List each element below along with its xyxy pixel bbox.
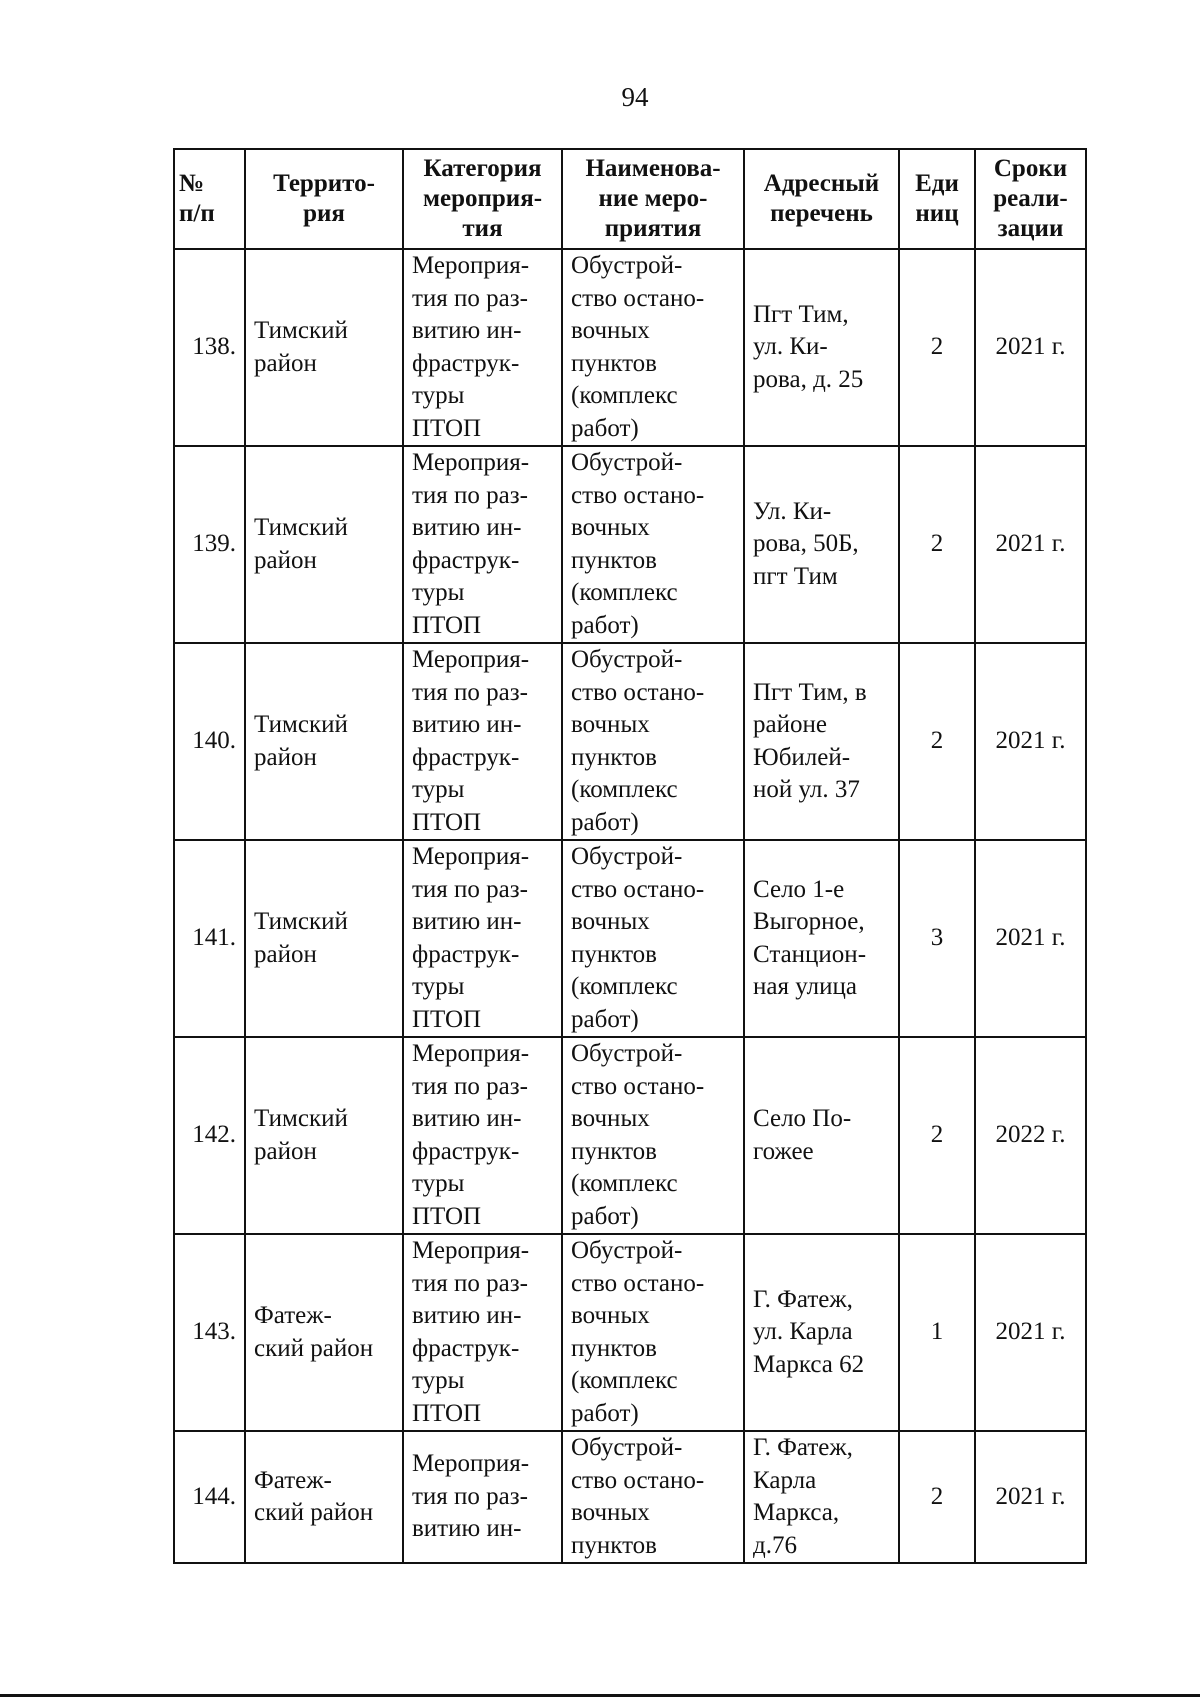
cell-line: вочных: [571, 908, 650, 935]
cell-category: [403, 840, 562, 1037]
cell-line: фраструк-: [412, 940, 520, 968]
cell-name: [562, 1037, 744, 1234]
cell-line: тия по раз-: [412, 678, 528, 706]
cell-line: работ): [571, 1005, 639, 1033]
cell-line: Тимский: [254, 908, 348, 935]
cell-line: (комплекс: [571, 1367, 678, 1394]
cell-line: витию ин-: [412, 711, 522, 738]
cell-category: [403, 249, 562, 446]
cell-line: вочных: [571, 1105, 650, 1132]
cell-line: ул. Карла: [753, 1318, 853, 1346]
header-line: ниц: [915, 200, 959, 227]
header-address: [744, 149, 899, 249]
cell-line: Обустрой-: [571, 449, 683, 476]
cell-line: Мероприя-: [412, 449, 530, 476]
cell-line: Обустрой-: [571, 843, 683, 870]
cell-line: ПТОП: [412, 808, 482, 836]
cell-line: туры: [412, 1367, 465, 1394]
header-line: ние меро-: [598, 185, 708, 212]
cell-line: район: [254, 546, 317, 574]
page-number: 94: [621, 82, 649, 112]
table-row: [174, 249, 1086, 446]
cell-line: тия по раз-: [412, 481, 528, 509]
cell-line: Фатеж-: [254, 1466, 332, 1494]
cell-line: Мероприя-: [412, 252, 530, 279]
cell-line: ство остано-: [571, 875, 705, 903]
table-body: [174, 249, 1086, 1563]
header-name: [562, 149, 744, 249]
cell-address: [744, 1037, 899, 1234]
cell-line: тия по раз-: [412, 284, 528, 312]
cell-line: тия по раз-: [412, 1482, 528, 1510]
cell-line: ство остано-: [571, 1072, 705, 1100]
cell-line: вочных: [571, 1499, 650, 1526]
cell-line: витию ин-: [412, 1515, 522, 1543]
cell-address: [744, 249, 899, 446]
cell-line: Село 1-е: [753, 875, 845, 903]
header-category: [403, 149, 562, 249]
cell-line: тия по раз-: [412, 1269, 528, 1297]
cell-line: Мероприя-: [412, 1450, 530, 1478]
cell-name: [562, 446, 744, 643]
cell-line: ная улица: [753, 973, 857, 1000]
cell-line: ство остано-: [571, 284, 705, 312]
cell-line: фраструк-: [412, 546, 520, 574]
cell-category: [403, 643, 562, 840]
cell-line: ство остано-: [571, 678, 705, 706]
cell-line: Мероприя-: [412, 1237, 530, 1264]
cell-term: 2021 г.: [975, 446, 1086, 643]
cell-name: [562, 1431, 744, 1563]
header-line: рия: [303, 200, 345, 227]
cell-line: вочных: [571, 1302, 650, 1329]
cell-line: Пгт Тим, в: [753, 678, 867, 706]
cell-line: пунктов: [571, 940, 657, 968]
cell-line: Пгт Тим,: [753, 300, 849, 328]
cell-category: [403, 446, 562, 643]
cell-category: [403, 1037, 562, 1234]
cell-line: вочных: [571, 711, 650, 738]
header-line: тия: [462, 215, 503, 242]
cell-address: [744, 1234, 899, 1431]
cell-units: 2: [899, 1037, 975, 1234]
cell-line: пунктов: [571, 546, 657, 574]
cell-line: ский район: [254, 1499, 374, 1526]
cell-line: Фатеж-: [254, 1302, 332, 1329]
cell-line: Обустрой-: [571, 1237, 683, 1264]
cell-term: 2021 г.: [975, 1234, 1086, 1431]
cell-line: район: [254, 1137, 317, 1165]
cell-line: туры: [412, 1170, 465, 1197]
table-row: [174, 840, 1086, 1037]
cell-name: [562, 643, 744, 840]
cell-line: вочных: [571, 514, 650, 541]
header-row: [174, 149, 1086, 249]
cell-line: Обустрой-: [571, 252, 683, 279]
cell-line: витию ин-: [412, 514, 522, 541]
cell-line: Мероприя-: [412, 843, 530, 870]
cell-line: Тимский: [254, 514, 348, 541]
cell-address: [744, 446, 899, 643]
cell-line: Обустрой-: [571, 1434, 683, 1461]
cell-line: Мероприя-: [412, 1040, 530, 1067]
cell-line: ство остано-: [571, 1466, 705, 1494]
header-line: Террито-: [273, 170, 375, 197]
cell-line: (комплекс: [571, 579, 678, 606]
header-line: Адресный: [763, 170, 880, 197]
cell-line: работ): [571, 808, 639, 836]
cell-line: рова, 50Б,: [753, 530, 859, 558]
cell-term: 2022 г.: [975, 1037, 1086, 1234]
cell-line: район: [254, 743, 317, 771]
cell-line: (комплекс: [571, 1170, 678, 1197]
cell-line: туры: [412, 973, 465, 1000]
header-territory: [245, 149, 403, 249]
table-row: [174, 1234, 1086, 1431]
cell-line: Карла: [753, 1466, 817, 1494]
cell-units: 2: [899, 643, 975, 840]
cell-line: фраструк-: [412, 349, 520, 377]
cell-units: 2: [899, 1431, 975, 1563]
table-header: [174, 149, 1086, 249]
cell-line: туры: [412, 382, 465, 409]
cell-line: Г. Фатеж,: [753, 1285, 853, 1313]
header-line: №: [179, 170, 205, 197]
cell-line: Маркса,: [753, 1499, 840, 1526]
cell-line: ул. Ки-: [753, 333, 828, 361]
cell-line: д.76: [753, 1531, 797, 1559]
cell-line: район: [254, 940, 317, 968]
cell-territory: [245, 1037, 403, 1234]
cell-line: (комплекс: [571, 973, 678, 1000]
cell-line: пунктов: [571, 743, 657, 771]
cell-line: ПТОП: [412, 1399, 482, 1427]
table-row: [174, 1431, 1086, 1563]
cell-units: 1: [899, 1234, 975, 1431]
cell-name: [562, 1234, 744, 1431]
cell-term: 2021 г.: [975, 249, 1086, 446]
cell-line: пунктов: [571, 349, 657, 377]
cell-line: Тимский: [254, 317, 348, 344]
cell-units: 2: [899, 446, 975, 643]
cell-line: рова, д. 25: [753, 365, 864, 393]
table-row: [174, 643, 1086, 840]
cell-line: Юбилей-: [753, 743, 851, 771]
cell-line: Обустрой-: [571, 646, 683, 673]
cell-num: 141.: [174, 840, 245, 1037]
activities-table: [173, 148, 1087, 1564]
cell-name: [562, 249, 744, 446]
cell-line: Г. Фатеж,: [753, 1434, 853, 1461]
header-term: [975, 149, 1086, 249]
cell-num: 140.: [174, 643, 245, 840]
header-line: зации: [997, 215, 1064, 242]
cell-line: работ): [571, 1399, 639, 1427]
cell-line: пунктов: [571, 1334, 657, 1362]
cell-territory: [245, 1431, 403, 1563]
cell-address: [744, 840, 899, 1037]
cell-line: работ): [571, 611, 639, 639]
cell-line: (комплекс: [571, 382, 678, 409]
header-units: [899, 149, 975, 249]
cell-line: пунктов: [571, 1531, 657, 1559]
table-row: [174, 446, 1086, 643]
cell-address: [744, 1431, 899, 1563]
cell-line: витию ин-: [412, 317, 522, 344]
cell-category: [403, 1431, 562, 1563]
cell-num: 138.: [174, 249, 245, 446]
header-line: Сроки: [993, 155, 1068, 182]
cell-line: работ): [571, 1202, 639, 1230]
cell-line: фраструк-: [412, 743, 520, 771]
cell-line: пунктов: [571, 1137, 657, 1165]
cell-line: Тимский: [254, 711, 348, 738]
cell-line: Мероприя-: [412, 646, 530, 673]
cell-territory: [245, 840, 403, 1037]
cell-line: работ): [571, 414, 639, 442]
cell-name: [562, 840, 744, 1037]
header-line: приятия: [604, 215, 702, 242]
cell-line: вочных: [571, 317, 650, 344]
cell-territory: [245, 249, 403, 446]
cell-term: 2021 г.: [975, 840, 1086, 1037]
cell-line: Станцион-: [753, 940, 867, 968]
header-line: п/п: [179, 200, 215, 227]
cell-line: ПТОП: [412, 414, 482, 442]
cell-line: район: [254, 349, 317, 377]
cell-num: 139.: [174, 446, 245, 643]
cell-address: [744, 643, 899, 840]
cell-line: ПТОП: [412, 611, 482, 639]
cell-line: ПТОП: [412, 1202, 482, 1230]
cell-territory: [245, 643, 403, 840]
cell-line: Обустрой-: [571, 1040, 683, 1067]
cell-line: ский район: [254, 1334, 374, 1362]
cell-line: Маркса 62: [753, 1350, 865, 1378]
cell-term: 2021 г.: [975, 1431, 1086, 1563]
cell-line: пгт Тим: [753, 562, 838, 590]
cell-line: туры: [412, 776, 465, 803]
page-bottom-rule: [0, 1694, 1200, 1697]
table-row: [174, 1037, 1086, 1234]
cell-category: [403, 1234, 562, 1431]
cell-line: ной ул. 37: [753, 776, 860, 803]
cell-num: 144.: [174, 1431, 245, 1563]
cell-num: 142.: [174, 1037, 245, 1234]
cell-line: гожее: [753, 1137, 814, 1165]
cell-line: ПТОП: [412, 1005, 482, 1033]
header-line: Категория: [423, 155, 542, 182]
cell-line: витию ин-: [412, 1105, 522, 1132]
cell-line: туры: [412, 579, 465, 606]
header-line: Еди: [915, 170, 959, 197]
cell-units: 3: [899, 840, 975, 1037]
cell-line: Ул. Ки-: [753, 497, 832, 525]
cell-line: фраструк-: [412, 1334, 520, 1362]
cell-territory: [245, 1234, 403, 1431]
cell-territory: [245, 446, 403, 643]
cell-term: 2021 г.: [975, 643, 1086, 840]
cell-line: тия по раз-: [412, 875, 528, 903]
header-line: перечень: [770, 200, 873, 227]
cell-units: 2: [899, 249, 975, 446]
cell-line: Выгорное,: [753, 908, 865, 935]
cell-line: Село По-: [753, 1105, 852, 1132]
header-line: реали-: [993, 185, 1068, 212]
cell-num: 143.: [174, 1234, 245, 1431]
header-num: [174, 149, 245, 249]
header-line: Наименова-: [585, 155, 721, 182]
cell-line: витию ин-: [412, 1302, 522, 1329]
cell-line: районе: [753, 711, 827, 738]
cell-line: витию ин-: [412, 908, 522, 935]
header-line: мероприя-: [422, 185, 543, 212]
cell-line: (комплекс: [571, 776, 678, 803]
cell-line: ство остано-: [571, 481, 705, 509]
cell-line: тия по раз-: [412, 1072, 528, 1100]
cell-line: фраструк-: [412, 1137, 520, 1165]
cell-line: ство остано-: [571, 1269, 705, 1297]
cell-line: Тимский: [254, 1105, 348, 1132]
